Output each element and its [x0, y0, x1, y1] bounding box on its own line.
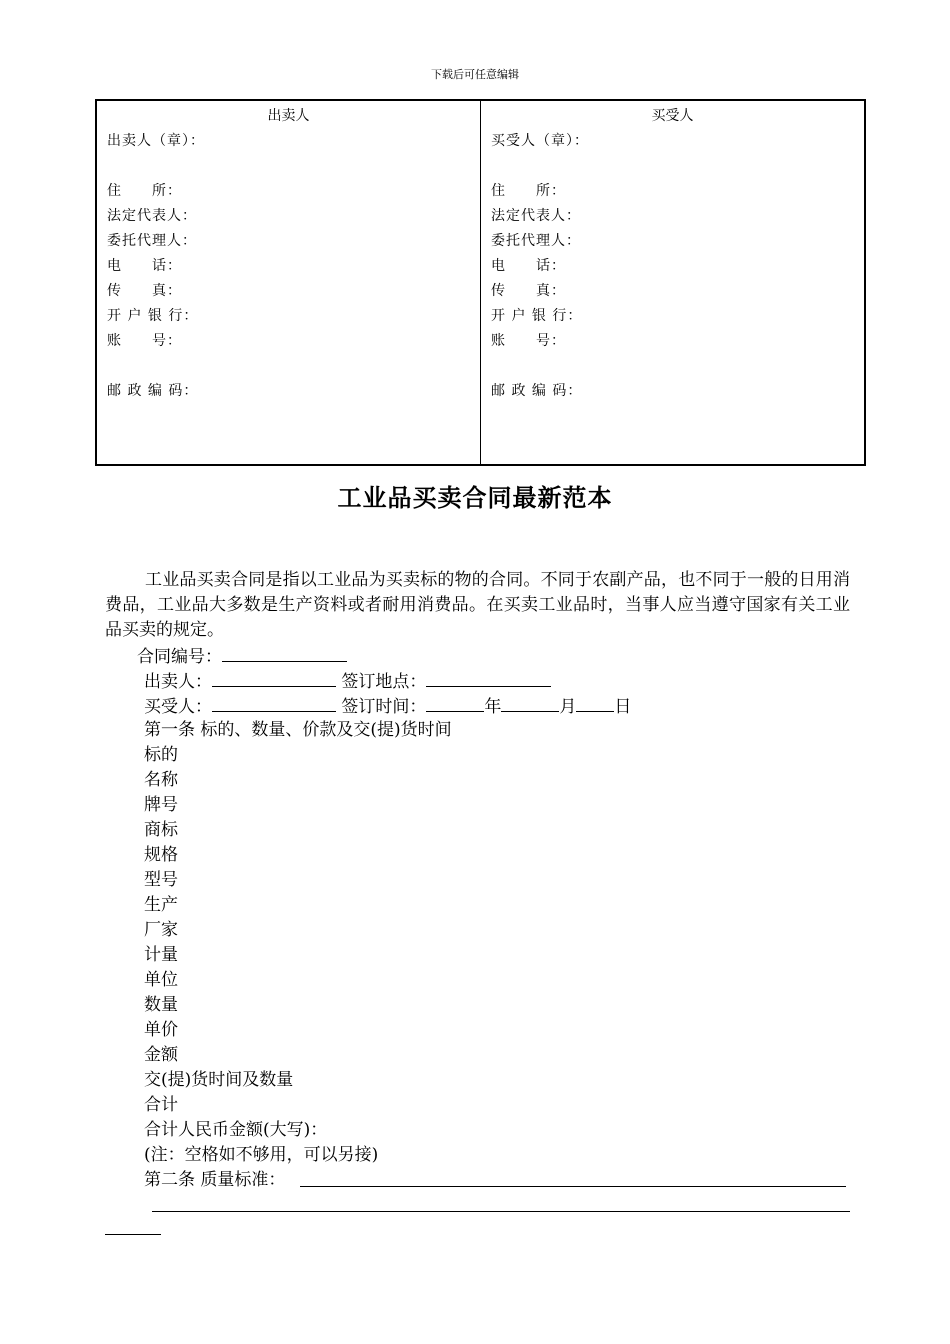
seller-account-field: 账 号： — [107, 333, 182, 349]
buyer-heading: 买受人 — [651, 108, 694, 124]
buyer-fax-field: 传 真： — [491, 283, 566, 299]
article-one-heading: 第一条 标的、数量、价款及交(提)货时间 — [144, 720, 452, 740]
buyer-bank-field: 开 户 银 行： — [491, 308, 583, 324]
item-name: 名称 — [144, 770, 178, 790]
seller-label: 出卖人： — [144, 672, 212, 692]
note-line: (注：空格如不够用，可以另接) — [144, 1145, 379, 1165]
buyer-seal-field: 买受人（章）： — [491, 133, 589, 149]
seller-postcode-field: 邮 政 编 码： — [107, 383, 199, 399]
item-manufacturer: 厂家 — [144, 920, 178, 940]
item-unit-price: 单价 — [144, 1020, 178, 1040]
month-label: 月 — [559, 697, 577, 717]
sign-time-label: 签订时间： — [341, 697, 427, 717]
document-title: 工业品买卖合同最新范本 — [337, 484, 613, 512]
seller-column — [97, 101, 480, 464]
party-info-table — [95, 99, 866, 466]
buyer-name-blank[interactable] — [212, 693, 336, 712]
buyer-address-field: 住 所： — [491, 183, 566, 199]
item-amount: 金额 — [144, 1045, 178, 1065]
item-unit: 单位 — [144, 970, 178, 990]
item-delivery-time: 交(提)货时间及数量 — [144, 1070, 294, 1090]
total-rmb-amount: 合计人民币金额(大写)： — [144, 1120, 328, 1140]
seller-seal-field: 出卖人（章）： — [107, 133, 205, 149]
intro-paragraph: 工业品买卖合同是指以工业品为买卖标的物的合同。不同于农副产品，也不同于一般的日用消费品，工业品大多数是生产资料或者耐用消费品。在买卖工业品时，当事人应当遵守国家有关工业品买卖的规定。 — [105, 570, 850, 640]
buyer-phone-field: 电 话： — [491, 258, 566, 274]
quality-standard-line — [144, 1168, 285, 1192]
quality-blank-2[interactable] — [152, 1211, 850, 1212]
contract-number-line — [137, 643, 347, 669]
buyer-agent-field: 委托代理人： — [491, 233, 581, 249]
contract-number-blank[interactable] — [222, 643, 347, 662]
seller-phone-field: 电 话： — [107, 258, 182, 274]
item-measure: 计量 — [144, 945, 178, 965]
seller-address-field: 住 所： — [107, 183, 182, 199]
header-note: 下载后可任意编辑 — [431, 68, 519, 81]
item-quantity: 数量 — [144, 995, 178, 1015]
seller-agent-field: 委托代理人： — [107, 233, 197, 249]
buyer-column — [480, 101, 864, 464]
buyer-legal-rep-field: 法定代表人： — [491, 208, 581, 224]
month-blank[interactable] — [501, 693, 559, 712]
day-blank[interactable] — [576, 693, 614, 712]
seller-name-blank[interactable] — [212, 668, 336, 687]
seller-legal-rep-field: 法定代表人： — [107, 208, 197, 224]
seller-sign-place-line — [144, 668, 551, 694]
year-blank[interactable] — [426, 693, 484, 712]
seller-bank-field: 开 户 银 行： — [107, 308, 199, 324]
buyer-label: 买受人： — [144, 697, 212, 717]
year-label: 年 — [484, 697, 502, 717]
buyer-postcode-field: 邮 政 编 码： — [491, 383, 583, 399]
sign-place-blank[interactable] — [426, 668, 551, 687]
sign-place-label: 签订地点： — [341, 672, 427, 692]
item-production: 生产 — [144, 895, 178, 915]
buyer-sign-time-line — [144, 693, 631, 719]
buyer-account-field: 账 号： — [491, 333, 566, 349]
item-total: 合计 — [144, 1095, 178, 1115]
quality-blank-1[interactable] — [300, 1186, 846, 1187]
item-model: 型号 — [144, 870, 178, 890]
item-spec: 规格 — [144, 845, 178, 865]
quality-blank-3[interactable] — [105, 1234, 161, 1235]
item-subject: 标的 — [144, 745, 178, 765]
contract-number-label: 合同编号： — [137, 647, 222, 667]
seller-fax-field: 传 真： — [107, 283, 182, 299]
day-label: 日 — [614, 697, 632, 717]
seller-heading: 出卖人 — [267, 108, 310, 124]
item-trademark: 商标 — [144, 820, 178, 840]
item-brand: 牌号 — [144, 795, 178, 815]
quality-standard-label: 第二条 质量标准： — [144, 1170, 286, 1190]
